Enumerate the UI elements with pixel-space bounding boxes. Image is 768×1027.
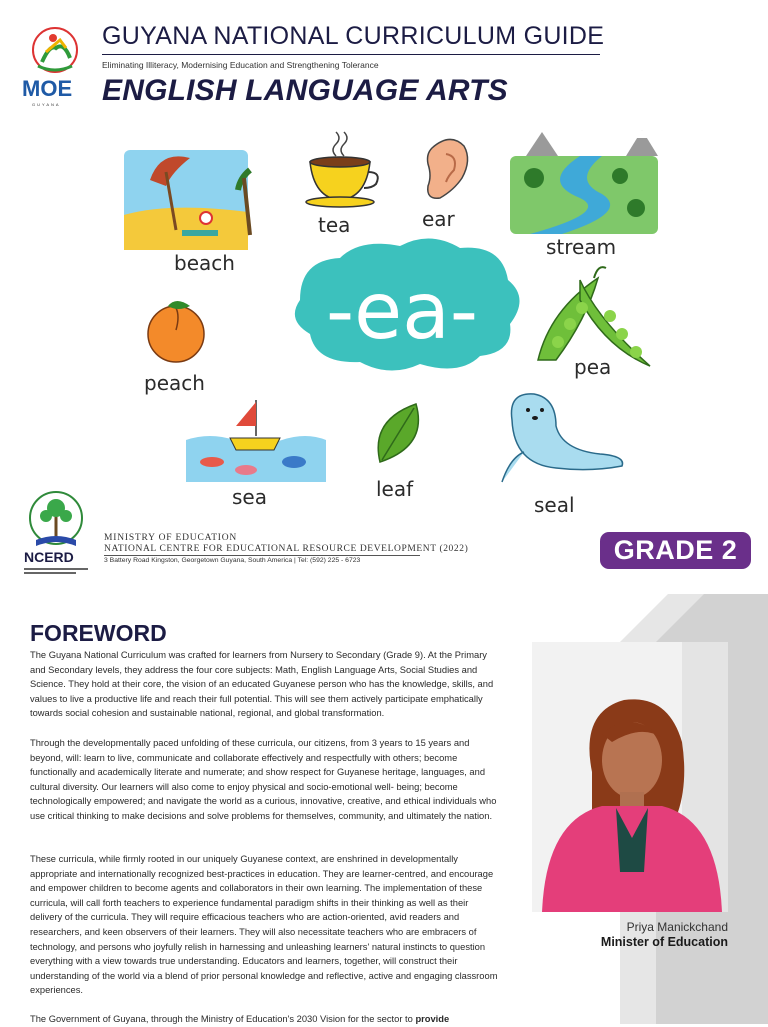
ncerd-full-name: NATIONAL CENTRE FOR EDUCATIONAL RESOURCE DEVELOPMENT (2022)	[104, 544, 469, 554]
word-beach: beach	[174, 251, 235, 275]
grade-badge: GRADE 2	[600, 532, 751, 569]
title-divider	[102, 54, 600, 55]
foreword-heading: FOREWORD	[30, 620, 167, 646]
seal-picture	[502, 394, 623, 482]
moe-logo	[20, 26, 90, 108]
leaf-picture	[378, 404, 418, 462]
minister-title: Minister of Education	[600, 935, 728, 949]
ear-picture	[428, 139, 468, 198]
ncerd-logo	[20, 488, 92, 578]
tea-picture	[306, 132, 378, 207]
ea-words-illustration	[110, 120, 670, 525]
word-stream: stream	[546, 235, 617, 259]
ncerd-address: 3 Battery Road Kingston, Georgetown Guyana, South America | Tel: (592) 225 - 6723	[104, 557, 361, 564]
minister-name: Priya Manickchand	[626, 920, 728, 934]
word-sea: sea	[232, 485, 267, 509]
moe-logo-text: MOE	[22, 76, 73, 101]
sea-picture	[186, 400, 326, 482]
ministry-name: MINISTRY OF EDUCATION	[104, 533, 238, 543]
document-title: GUYANA NATIONAL CURRICULUM GUIDE	[102, 22, 605, 50]
word-ear: ear	[422, 207, 455, 231]
foreword-last-line: The Government of Guyana, through the Ministry of Education's 2030 Vision for the sector to	[30, 1014, 416, 1024]
moe-logo-country: GUYANA	[32, 102, 61, 107]
peach-picture	[148, 301, 204, 362]
word-tea: tea	[318, 213, 351, 237]
foreword-paragraph: These curricula, while firmly rooted in our uniquely Guyanese context, are enshrined in developmentally appropriate and internationally recognized best-practices in education. They are learner-centred, and encourage and empower children to become agents and collaborators in their own learning. The implementation of these curricula, will call forth teachers to experience fundamental paradigm shifts in their thinking as well as their delivery of the curricula. They will require efficacious teachers who are action-oriented, avid readers and researchers, and keen observers of their learners. They will also necessitate teachers who are embracers of technology, and persons who joyfully relish in harnessing and unleashing learners' natural instincts to question everything with a view towards true understanding. Educators and learners, together, will construct their understanding of the world via a blend of prior personal knowledge and reflective, active and engaging classroom experiences.	[30, 854, 498, 996]
foreword-last-bold: provide	[415, 1014, 450, 1024]
subject-title: ENGLISH LANGUAGE ARTS	[102, 74, 508, 107]
ea-center-label: -ea-	[325, 267, 479, 357]
word-leaf: leaf	[376, 477, 414, 501]
ncerd-divider	[104, 555, 420, 556]
ncerd-logo-text: NCERD	[24, 549, 74, 565]
word-pea: pea	[574, 355, 612, 379]
word-seal: seal	[534, 493, 575, 517]
beach-picture	[124, 150, 250, 250]
foreword-paragraph: Through the developmentally paced unfolding of these curricula, our citizens, from 3 years to 15 years and beyond, will: learn to live, communicate and collaborate effectively and respectfully with others; become functionally and academically literate and numerate; and show respect for Guyanese heritage, languages, and cultural diversity. Our learners will also come to enjoy physical and socio-emotional well- being; become technologically empowered; and navigate the world as a curious, innovative, creative, and ethical individuals who use critical thinking to make decisions and solve problems for themselves, community, and ultimately the nation.	[30, 738, 497, 821]
pea-picture	[538, 267, 650, 366]
stream-picture	[510, 130, 658, 234]
document-subtitle: Eliminating Illiteracy, Modernising Education and Strengthening Tolerance	[102, 60, 379, 70]
word-peach: peach	[144, 371, 205, 395]
minister-photo	[532, 642, 728, 912]
foreword-paragraph: The Guyana National Curriculum was crafted for learners from Nursery to Secondary (Grade 9). At the Primary and Secondary levels, they address the four core subjects: Math, English Language Arts, Social Studies and Science. They hold at their core, the vision of an educated Guyanese person who has the knowledge, skills, and values to live a productive life and reach their full potential. This will see them actively participate emphatically towards social cohesion and sustainable national, regional, and global transformation.	[30, 650, 494, 719]
foreword-paragraph-last	[30, 1012, 502, 1027]
